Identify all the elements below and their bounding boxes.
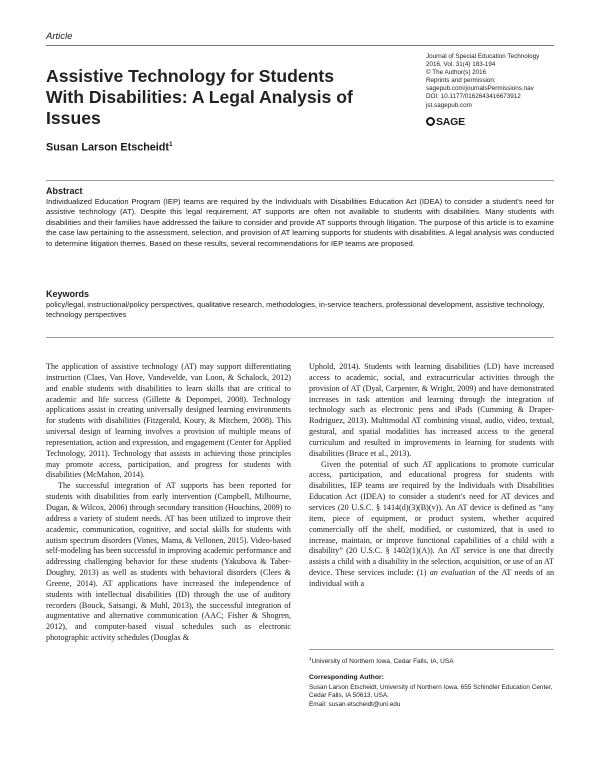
affiliation-footnote <box>309 655 554 666</box>
body-column-left <box>46 362 291 644</box>
journal-name: Journal of Special Education Technology <box>426 53 540 60</box>
journal-site-link[interactable]: jst.sagepub.com <box>426 101 472 109</box>
author-name-text: Susan Larson Etscheidt <box>46 141 169 154</box>
abstract-heading: Abstract <box>46 186 83 196</box>
body-paragraph <box>309 460 554 590</box>
keywords-heading: Keywords <box>46 289 90 299</box>
permissions-link[interactable]: sagepub.com/journalsPermissions.nav <box>426 85 534 93</box>
correspondence-address: Susan Larson Etscheidt, University of Northern Iowa, 655 Schindler Education Center, Cedar Falls, IA 50613, USA. <box>309 684 553 700</box>
sage-logo-icon <box>426 117 435 126</box>
correspondence-email[interactable]: Email: susan.etscheidt@uni.edu <box>309 700 401 708</box>
copyright-line: © The Author(s) 2016 <box>426 69 487 77</box>
abstract-text: Individualized Education Program (IEP) teams are required by the Individuals with Disabilities Education Act (IDEA) to consider a student's need for assistive technology (AT). Despite this legal requirement, AT supports are often not available to students with disabilities. Many students with disabilities and their families have addressed the failure to consider and provide AT supports through litigation. The purpose of this article is to examine the case law pertaining to the assessment, selection, and provision of AT learning supports for students with disabilities. A legal analysis was conducted to determine litigation themes. Based on these results, several recommendations for IEP teams are proposed. <box>46 197 554 248</box>
doi-line: DOI: 10.1177/0162643416673912 <box>426 93 521 101</box>
article-type-label: Article <box>46 31 73 42</box>
keywords-text: policy/legal, instructional/policy perspectives, qualitative research, methodologies, in-service teachers, professional development, assistive technology, technology perspectives <box>46 300 545 320</box>
body-paragraph-text: Given the potential of such AT applications to promote curricular access, participation, and educational progress for students with disabilities, IEP teams are required by the Individuals with Disabilities Education Act (IDEA) to consider a student's need for AT devices and services (20 U.S.C. § 1414(d)(3)(B)(v)). An AT device is defined as “any item, piece of equipment, or product system, whether acquired commercially off the shelf, modified, or customized, that is used to increase, maintain, or improve functional capabilities of a child with a disability” (20 U.S.C. § 1402(1)(A)). An AT service is one that directly assists a child with a disability in the selection, acquisition, or use of an AT device. These services include: (1) <box>309 459 554 578</box>
correspondence-details <box>309 684 554 709</box>
keywords-bottom-rule <box>46 337 554 338</box>
body-paragraph: Uphold, 2014). Students with learning disabilities (LD) have increased access to academic, social, and extracurricular activities through the provision of AT (Dyal, Carpenter, & Wright, 2009) and have demonstrated increases in task attention and learning through the integration of technology such as electronic pens and iPads (Cumming & Draper-Rodriguez, 2013). Multimodal AT combining visual, audio, video, textual, gestural, and spatial modalities has increased access to the general curriculum and resulted in improvements in learning for students with disabilities (Bruce et al., 2013). <box>309 362 554 458</box>
author-affiliation-marker: 1 <box>169 141 173 148</box>
footnote-marker: 1 <box>309 656 312 661</box>
journal-info <box>426 53 539 110</box>
correspondence-heading: Corresponding Author: <box>309 674 384 681</box>
sage-logo-text: SAGE <box>436 116 465 128</box>
body-column-right <box>309 362 554 590</box>
author-name <box>46 141 173 154</box>
article-title: Assistive Technology for Students With Disabilities: A Legal Analysis of Issues <box>46 66 353 128</box>
body-paragraph-tail: of the AT needs of an individual with a <box>309 568 555 588</box>
body-paragraph: The successful integration of AT supports has been reported for students with disabilities from early intervention (Campbell, Milbourne, Dugan, & Wilcox, 2006) through secondary transition (Houchins, 2009) to address a variety of student needs. AT has been utilized to improve their academic, communication, cognitive, and social skills for students with autism spectrum disorders (Vimes, Mama, & Vellonen, 2015). Video-based self-modeling has been successful in improving academic performance and addressing challenging behavior for these students (Yakubova & Taber-Doughty, 2013) as well as students with behavioral disorders (Clees & Greene, 2014). AT applications have increased the independence of students with intellectual disabilities (ID) through the use of auditory recorders (Bouck, Satsangi, & Muhl, 2013), the successful integration of augmentative and alternative communication (AAC; Fisher & Shogren, 2012), and computer-based visual schedules such as electronic photographic activity schedules (Douglas & <box>46 481 291 643</box>
reprints-line: Reprints and permission: <box>426 77 496 85</box>
body-emphasis: an evaluation <box>429 568 476 578</box>
footnote-text: University of Northern Iowa, Cedar Falls, IA, USA <box>311 658 454 666</box>
sage-logo <box>426 116 465 128</box>
abstract-top-rule <box>46 180 554 181</box>
body-paragraph: The application of assistive technology (AT) may support differentiating instruction (Claes, Van Hove, Vandevelde, van Loon, & Schalock, 2012) and enable students with disabilities to learn skills that are critical to academic and life success (Gillette & Depompei, 2008). Technology applications assist in creating universally designed learning environments for students with disabilities (Fitzgerald, Koury, & Mitchem, 2008). This universal design of learning involves a provision of multiple means of representation, action and expression, and engagement (Center for Applied Technology, 2011). Technology that assists in achieving those principles may promote access, participation, and progress for students with disabilities (McMahon, 2014). <box>46 362 291 480</box>
journal-volume: 2016, Vol. 31(4) 183-194 <box>426 61 496 69</box>
footnote-rule <box>309 649 554 650</box>
header-rule <box>46 45 554 46</box>
